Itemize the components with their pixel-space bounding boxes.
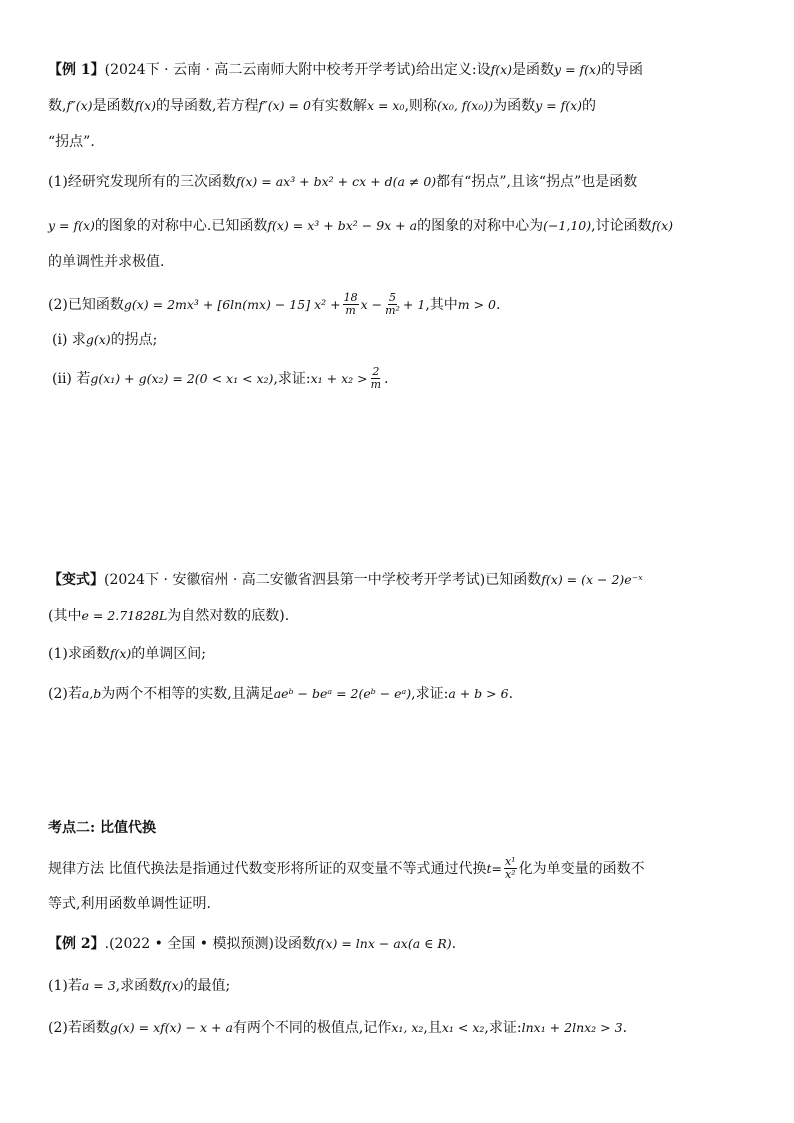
text: . — [622, 1020, 628, 1036]
text: 数, — [48, 98, 67, 114]
math: f(x) — [134, 98, 156, 113]
math: aeᵇ − beᵃ = 2(eᵇ − eᵃ) — [273, 686, 412, 701]
math: e = 2.71828L — [81, 608, 168, 623]
numerator: x¹ — [504, 855, 516, 868]
fraction — [504, 856, 517, 881]
text: 为函数 — [493, 98, 536, 114]
text: 的图象的对称中心.已知函数 — [94, 218, 268, 234]
text: 化为单变量的函数不 — [518, 860, 645, 877]
var-part1 — [48, 644, 748, 664]
ex2-part2 — [48, 1018, 748, 1038]
kd2-law-line-1 — [48, 856, 748, 881]
denominator: m — [370, 378, 382, 391]
text: . — [451, 936, 457, 952]
var-part2 — [48, 684, 748, 704]
math: x₁, x₂ — [391, 1020, 424, 1035]
ex1-line-2 — [48, 96, 748, 116]
denominator: m — [345, 304, 356, 317]
var-label: 【变式】 — [48, 572, 104, 588]
math: a = 3 — [81, 978, 116, 993]
ex1-part2-ii — [52, 366, 752, 391]
math: m > 0 — [457, 296, 497, 312]
text: 都有“拐点”,且该“拐点”也是函数 — [436, 174, 638, 190]
section-title: 考点二: 比值代换 — [48, 820, 157, 836]
math: lnx₁ + 2lnx₂ > 3 — [521, 1020, 623, 1035]
text: 为两个不相等的实数,且满足 — [101, 686, 274, 702]
math: y = f(x) — [48, 218, 95, 233]
text: ,且 — [423, 1020, 442, 1036]
text: . — [384, 370, 389, 387]
numerator: 2 — [372, 365, 380, 378]
math: f(x) — [162, 978, 184, 993]
text: 规律方法 比值代换法是指通过代数变形将所证的双变量不等式通过代换 — [48, 860, 487, 877]
text: 有两个不同的极值点,记作 — [232, 1020, 392, 1036]
math: f″(x) = 0 — [258, 98, 311, 113]
var-line-2 — [48, 606, 748, 626]
var-line-1 — [48, 570, 748, 590]
text: ,求函数 — [115, 978, 163, 994]
math: (x₀, f(x₀)) — [436, 98, 494, 113]
math: y = f(x) — [535, 98, 583, 113]
math: x = x₀ — [366, 98, 405, 113]
text: ,求证: — [484, 1020, 522, 1036]
math: y = f(x) — [554, 62, 601, 77]
text: ,求证: — [273, 370, 311, 387]
text: (2)若 — [48, 686, 82, 702]
ex1-part1-line-1 — [48, 172, 748, 192]
math: g(x) = 2mx³ + [6ln(mx) − 15] x² + — [123, 296, 341, 312]
text: . — [496, 296, 501, 313]
ex1-part1-line-3 — [48, 252, 748, 272]
text: (2)已知函数 — [48, 296, 124, 313]
text: 的单调性并求极值. — [48, 254, 165, 270]
text: 是函数 — [92, 98, 135, 114]
text: 的单调区间; — [131, 646, 206, 662]
ex1-line-1 — [48, 60, 748, 80]
ex2-line-1 — [48, 934, 748, 954]
text: 的图象的对称中心为 — [417, 218, 544, 234]
text: (i) 求 — [52, 332, 86, 348]
math: g(x) = xf(x) − x + a — [109, 1020, 233, 1035]
text: 给出定义:设 — [415, 62, 491, 78]
text: 有实数解 — [310, 98, 367, 114]
math: f(x) — [490, 62, 513, 77]
text: 的导函数,若方程 — [156, 98, 259, 114]
ex1-part1-line-2 — [48, 216, 748, 236]
math: f(x) = x³ + bx² − 9x + a — [267, 218, 418, 233]
fraction — [370, 366, 382, 391]
text: (2)若函数 — [48, 1020, 110, 1036]
ex1-part2-line — [48, 292, 748, 317]
math: f(x) — [109, 646, 132, 661]
ex2-part1 — [48, 976, 748, 996]
math: f(x) = (x − 2)e⁻ˣ — [541, 572, 643, 587]
var-source: (2024下 · 安徽宿州 · 高二安徽省泗县第一中学校考开学考试)已知函数 — [104, 572, 542, 588]
text: 的最值; — [183, 978, 231, 994]
ex1-source: (2024下 · 云南 · 高二云南师大附中校考开学考试) — [104, 62, 416, 78]
text: (1)经研究发现所有的三次函数 — [48, 174, 236, 190]
text: ,讨论函数 — [591, 218, 652, 234]
math: f(x) = ax³ + bx² + cx + d(a ≠ 0) — [235, 174, 437, 189]
text: 的导函 — [600, 62, 643, 78]
numerator: 5 — [389, 291, 396, 304]
text: 是函数 — [512, 62, 555, 78]
text: “拐点”. — [48, 134, 95, 150]
math: f″(x) — [66, 98, 93, 113]
text: (其中 — [48, 608, 82, 624]
math: x₁ < x₂ — [441, 1020, 485, 1035]
fraction — [343, 292, 359, 317]
text: 为自然对数的底数). — [167, 608, 290, 624]
ex2-label: 【例 2】 — [48, 936, 105, 952]
math: f(x) = lnx − ax(a ∈ R) — [315, 936, 452, 951]
ex1-label: 【例 1】 — [48, 62, 105, 78]
text: (ii) 若 — [52, 370, 91, 387]
denominator: x² — [504, 868, 516, 881]
text: (1)求函数 — [48, 646, 110, 662]
text: ,其中 — [425, 296, 458, 313]
text: 等式,利用函数单调性证明. — [48, 896, 211, 912]
text: ,求证: — [411, 686, 449, 702]
math: t= — [486, 860, 502, 876]
math: + 1 — [402, 296, 426, 312]
text: . — [508, 686, 514, 702]
numerator: 18 — [343, 291, 358, 304]
math: x − — [360, 296, 383, 312]
text: 的 — [582, 98, 597, 114]
ex1-part2-i — [52, 330, 752, 350]
math: a,b — [81, 686, 102, 701]
ex2-source: .(2022 • 全国 • 模拟预测)设函数 — [104, 936, 316, 952]
fraction — [384, 292, 401, 317]
denominator: m² — [385, 304, 400, 317]
math: (−1,10) — [543, 218, 592, 233]
math: g(x) — [85, 332, 111, 347]
kd2-law-line-2 — [48, 894, 748, 914]
ex1-line-3 — [48, 132, 748, 152]
text: ,则称 — [404, 98, 437, 114]
math: g(x₁) + g(x₂) = 2(0 < x₁ < x₂) — [90, 370, 274, 386]
text: (1)若 — [48, 978, 82, 994]
math: f(x) — [651, 218, 674, 233]
text: 的拐点; — [110, 332, 158, 348]
math: a + b > 6 — [448, 686, 509, 701]
math: x₁ + x₂ > — [310, 370, 368, 386]
